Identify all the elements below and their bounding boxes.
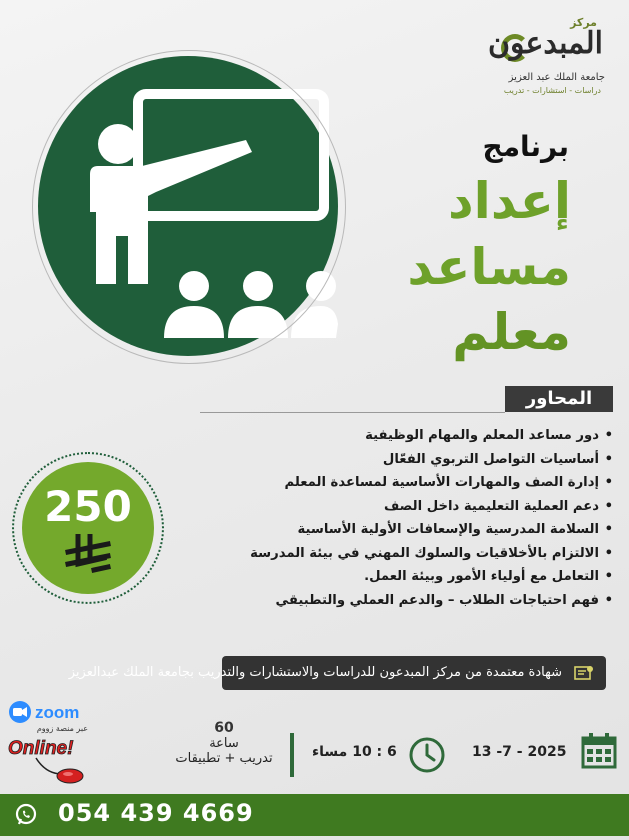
hours-block xyxy=(162,720,286,766)
zoom-badge xyxy=(8,700,92,738)
center-logo xyxy=(487,8,611,98)
axes-item: • التعامل مع أولياء الأمور وبيئة العمل. xyxy=(364,569,613,584)
axes-item: • السلامة المدرسية والإسعافات الأولية الأساسية xyxy=(297,522,613,537)
calendar-icon xyxy=(580,732,618,770)
online-badge xyxy=(6,734,90,790)
axes-item: • دور مساعد المعلم والمهام الوظيفية xyxy=(365,428,613,443)
program-label: برنامج xyxy=(482,130,569,163)
zoom-label: zoom xyxy=(35,703,80,722)
logo-services: دراسات - استشارات - تدريب xyxy=(503,86,601,95)
program-title-line-2: مساعد xyxy=(407,238,571,296)
logo-name: المبدعون xyxy=(487,26,603,61)
axes-heading: المحاور xyxy=(505,386,613,412)
info-separator xyxy=(290,733,294,777)
date-text: 13 -7 - 2025 xyxy=(472,744,567,760)
certificate-bar xyxy=(68,656,606,690)
certificate-text: شهادة معتمدة من مركز المبدعون للدراسات والاستشارات والتدريب بجامعة الملك عبدالعزيز xyxy=(68,665,562,680)
axes-item: • أساسيات التواصل التربوي الفعّال xyxy=(382,451,613,467)
program-title-line-3: معلم xyxy=(452,303,571,361)
zoom-icon xyxy=(8,700,92,734)
price-badge xyxy=(12,452,164,604)
axes-item: • فهم احتياجات الطلاب – والدعم العملي والتطبيقي xyxy=(275,592,613,608)
axes-item: • الالتزام بالأخلاقيات والسلوك المهني في بيئة المدرسة xyxy=(250,545,613,561)
zoom-sub: عبر منصة زووم xyxy=(36,724,88,733)
saudi-riyal-icon xyxy=(64,534,112,574)
hours-unit: ساعة xyxy=(209,736,239,751)
axes-item: • دعم العملية التعليمية داخل الصف xyxy=(383,498,613,514)
time-text: 6 : 10 مساء xyxy=(312,744,397,760)
circle-outline xyxy=(32,50,346,364)
online-label: Online! xyxy=(8,738,74,759)
phone-number[interactable]: 054 439 4669 xyxy=(58,799,254,827)
online-mouse-icon xyxy=(6,734,90,786)
hours-desc: تدريب + تطبيقات xyxy=(175,751,273,766)
hours-number: 60 xyxy=(214,720,234,736)
program-title-line-1: إعداد xyxy=(448,172,571,230)
logo-university: جامعة الملك عبد العزيز xyxy=(508,72,605,83)
certificate-icon xyxy=(574,664,594,682)
whatsapp-icon xyxy=(14,803,38,827)
clock-icon xyxy=(408,736,446,774)
axes-divider xyxy=(200,412,505,413)
axes-item: • إدارة الصف والمهارات الأساسية لمساعدة المعلم xyxy=(284,475,613,490)
teacher-illustration xyxy=(38,56,338,444)
axes-list xyxy=(175,424,615,612)
price-amount: 250 xyxy=(44,482,132,531)
logo-tag: مركز xyxy=(570,16,597,29)
footer-bar xyxy=(0,794,629,836)
